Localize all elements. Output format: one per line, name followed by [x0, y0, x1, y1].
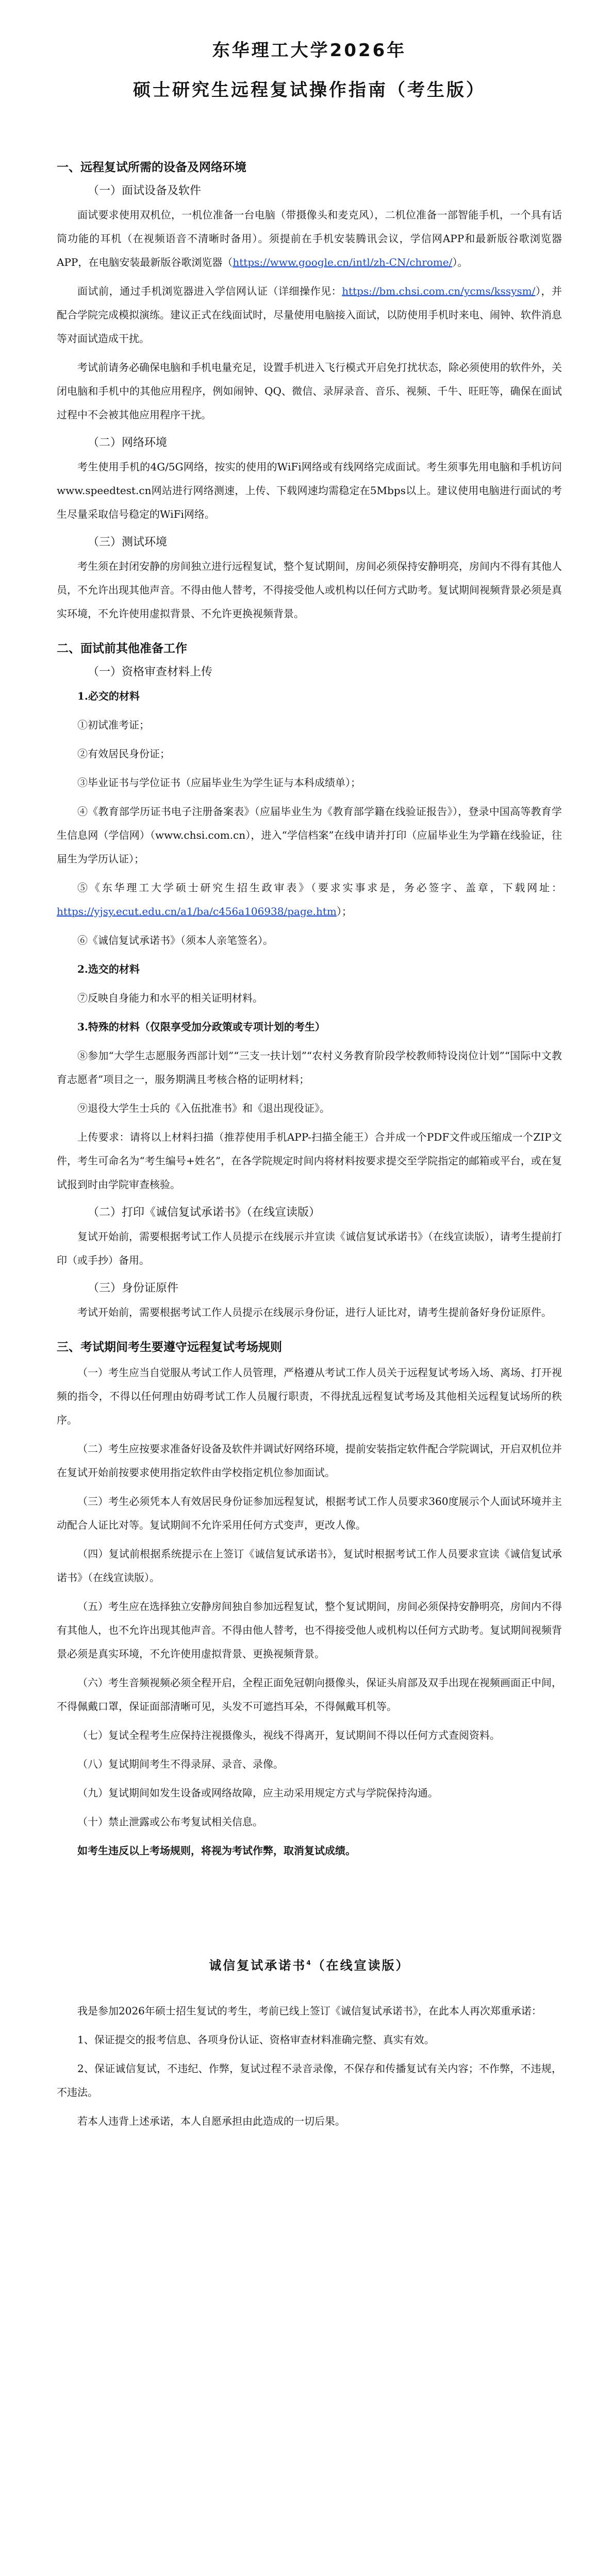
body-paragraph: 上传要求：请将以上材料扫描（推荐使用手机APP-扫描全能王）合并成一个PDF文件或压缩成一个ZIP文件，考生可命名为“考生编号+姓名”，在各学院规定时间内将材料按要求提交至学院指定的邮箱或平台，或在复试报到时由学院审查核验。: [57, 1131, 562, 1191]
bold-paragraph: 3.特殊的材料（仅限享受加分政策或专项计划的考生）: [77, 1021, 325, 1033]
pledge-title-footnote: 4: [306, 1959, 312, 1967]
section-heading: 二、面试前其他准备工作: [57, 642, 187, 655]
pledge-title-suffix: （在线宣读版）: [312, 1958, 410, 1973]
pledge-paragraph: 2、保证诚信复试，不违纪、作弊，复试过程不录音录像，不保存和传播复试有关内容；不作弊，不违规，不违法。: [57, 2062, 562, 2098]
pledge-title: [57, 1955, 562, 1973]
body-paragraph: （二）考生应按要求准备好设备及软件并调试好网络环境，提前安装指定软件配合学院调试，开启双机位并在复试开始前按要求使用指定软件由学校指定机位参加面试。: [57, 1443, 562, 1479]
subsection-heading: （三）身份证原件: [88, 1282, 179, 1295]
url-link[interactable]: https://www.google.cn/intl/zh-CN/chrome/: [233, 256, 453, 268]
section-heading: 一、远程复试所需的设备及网络环境: [57, 161, 246, 174]
body-paragraph: （一）考生应当自觉服从考试工作人员管理，严格遵从考试工作人员关于远程复试考场入场、离场、打开视频的指令，不得以任何理由妨碍考试工作人员履行职责，不得扰乱远程复试考场及其他相关远程复试场所的秩序。: [57, 1366, 562, 1426]
bold-paragraph: 如考生违反以上考场规则，将视为考试作弊，取消复试成绩。: [77, 1844, 356, 1857]
body-paragraph: 考生须在封闭安静的房间独立进行远程复试，整个复试期间，房间必须保持安静明亮，房间内不得有其他人员，不允许出现其他声音。不得由他人替考，不得接受他人或机构以任何方式助考。复试期间视频背景必须是真实环境，不允许使用虚拟背景、不允许更换视频背景。: [57, 560, 562, 620]
body-paragraph: 考生使用手机的4G/5G网络，按实的使用的WiFi网络或有线网络完成面试。考生须事先用电脑和手机访问www.speedtest.cn网站进行网络测速，上传、下载网速均需稳定在5Mbps以上。建议使用电脑进行面试的考生尽量采取信号稳定的WiFi网络。: [57, 461, 562, 520]
subsection-heading: （一）资格审查材料上传: [88, 666, 213, 679]
body-paragraph: （十）禁止泄露或公布考复试相关信息。: [77, 1816, 263, 1828]
body-paragraph: ②有效居民身份证；: [77, 748, 170, 760]
body-paragraph: 考试开始前，需要根据考试工作人员提示在线展示身份证，进行人证比对，请考生提前备好身份证原件。: [77, 1306, 552, 1318]
pledge-body: [57, 1999, 562, 2133]
url-link[interactable]: https://bm.chsi.com.cn/ycms/kssysm/: [342, 285, 536, 297]
body-paragraph: （三）考生必须凭本人有效居民身份证参加远程复试，根据考试工作人员要求360度展示个人面试环境并主动配合人证比对等。复试期间不允许采用任何方式变声，更改人像。: [57, 1495, 562, 1531]
pledge-paragraph: 1、保证提交的报考信息、各项身份认证、资格审查材料准确完整、真实有效。: [77, 2033, 435, 2046]
body-paragraph: ⑨退役大学生士兵的《入伍批准书》和《退出现役证》。: [77, 1102, 330, 1114]
subsection-heading: （三）测试环境: [88, 536, 168, 549]
sections-container: [57, 158, 562, 1862]
url-link[interactable]: https://yjsy.ecut.edu.cn/a1/ba/c456a106938/page.htm: [57, 905, 337, 918]
pledge-paragraph: 若本人违背上述承诺，本人自愿承担由此造成的一切后果。: [77, 2115, 345, 2127]
body-paragraph: 复试开始前，需要根据考试工作人员提示在线展示并宣读《诚信复试承诺书》（在线宣读版），请考生提前打印（或手抄）备用。: [57, 1230, 562, 1266]
document-title-line2: 硕士研究生远程复试操作指南（考生版）: [133, 80, 486, 100]
body-paragraph: ①初试准考证；: [77, 719, 150, 731]
subsection-heading: （二）打印《诚信复试承诺书》（在线宣读版）: [88, 1206, 321, 1219]
body-paragraph: （八）复试期间考生不得录屏、录音、录像。: [77, 1758, 284, 1770]
document-content: [57, 0, 562, 2138]
bold-paragraph: 2.选交的材料: [77, 963, 140, 975]
section-heading: 三、考试期间考生要遵守远程复试考场规则: [57, 1341, 282, 1354]
body-paragraph: ⑥《诚信复试承诺书》（须本人亲笔签名）。: [77, 934, 273, 946]
body-paragraph: ⑦反映自身能力和水平的相关证明材料。: [77, 992, 263, 1004]
subsection-heading: （一）面试设备及软件: [88, 184, 202, 197]
body-paragraph: ③毕业证书与学位证书（应届毕业生为学生证与本科成绩单）；: [77, 776, 361, 789]
body-paragraph: （五）考生应在选择独立安静房间独自参加远程复试，整个复试期间，房间必须保持安静明亮，房间内不得有其他人，也不允许出现其他声音。不得由他人替考，也不得接受他人或机构以任何方式助考。复试期间视频背景必须是真实环境，不允许使用虚拟背景、更换视频背景。: [57, 1600, 562, 1660]
body-paragraph: （七）复试全程考生应保持注视摄像头，视线不得离开，复试期间不得以任何方式查阅资料。: [77, 1729, 500, 1741]
body-paragraph: 面试要求使用双机位，一机位准备一台电脑（带摄像头和麦克风），二机位准备一部智能手机，一个具有话筒功能的耳机（在视频语音不清晰时备用）。须提前在手机安装腾讯会议，学信网APP和最新版谷歌浏览器APP，在电脑安装最新版谷歌浏览器（https://www.google.cn/intl/zh-CN/chrome/）。: [57, 209, 562, 268]
document-title-line1: 东华理工大学2026年: [212, 40, 407, 61]
bold-paragraph: 1.必交的材料: [77, 690, 140, 702]
pledge-paragraph: 我是参加2026年硕士招生复试的考生，考前已线上签订《诚信复试承诺书》，在此本人再次郑重承诺：: [77, 2005, 542, 2017]
body-paragraph: （九）复试期间如发生设备或网络故障，应主动采用规定方式与学院保持沟通。: [77, 1787, 438, 1799]
body-paragraph: ⑧参加“大学生志愿服务西部计划”“三支一扶计划”“农村义务教育阶段学校教师特设岗位计划”“国际中文教育志愿者”项目之一，服务期满且考核合格的证明材料；: [57, 1049, 562, 1086]
body-paragraph: 面试前，通过手机浏览器进入学信网认证（详细操作见：https://bm.chsi.com.cn/ycms/kssysm/），并配合学院完成模拟演练。建议正式在线面试时，尽量使用电脑接入面试，以防使用手机时来电、闹钟、软件消息等对面试造成干扰。: [57, 285, 562, 345]
body-paragraph: 考试前请务必确保电脑和手机电量充足，设置手机进入飞行模式开启免打扰状态，除必须使用的软件外，关闭电脑和手机中的其他应用程序，例如闹钟、QQ、微信、录屏录音、音乐、视频、千牛、旺旺等，确保在面试过程中不会被其他应用程序干扰。: [57, 361, 562, 421]
body-paragraph: （六）考生音频视频必须全程开启，全程正面免冠朝向摄像头，保证头肩部及双手出现在视频画面正中间，不得佩戴口罩，保证面部清晰可见，头发不可遮挡耳朵，不得佩戴耳机等。: [57, 1676, 562, 1713]
pledge-title-text: 诚信复试承诺书: [209, 1958, 307, 1973]
body-paragraph: ⑤《东华理工大学硕士研究生招生政审表》（要求实事求是，务必签字、盖章，下载网址：https://yjsy.ecut.edu.cn/a1/ba/c456a106938/page.htm）；: [57, 882, 562, 918]
body-paragraph: （四）复试前根据系统提示在上签订《诚信复试承诺书》，复试时根据考试工作人员要求宣读《诚信复试承诺书》（在线宣读版）。: [57, 1548, 562, 1584]
body-paragraph: ④《教育部学历证书电子注册备案表》（应届毕业生为《教育部学籍在线验证报告》），登录中国高等教育学生信息网（学信网）（www.chsi.com.cn），进入“学信档案”在线申请并打印（应届毕业生为学籍在线验证，往届生为学历认证）；: [57, 805, 562, 865]
subsection-heading: （二）网络环境: [88, 436, 168, 449]
